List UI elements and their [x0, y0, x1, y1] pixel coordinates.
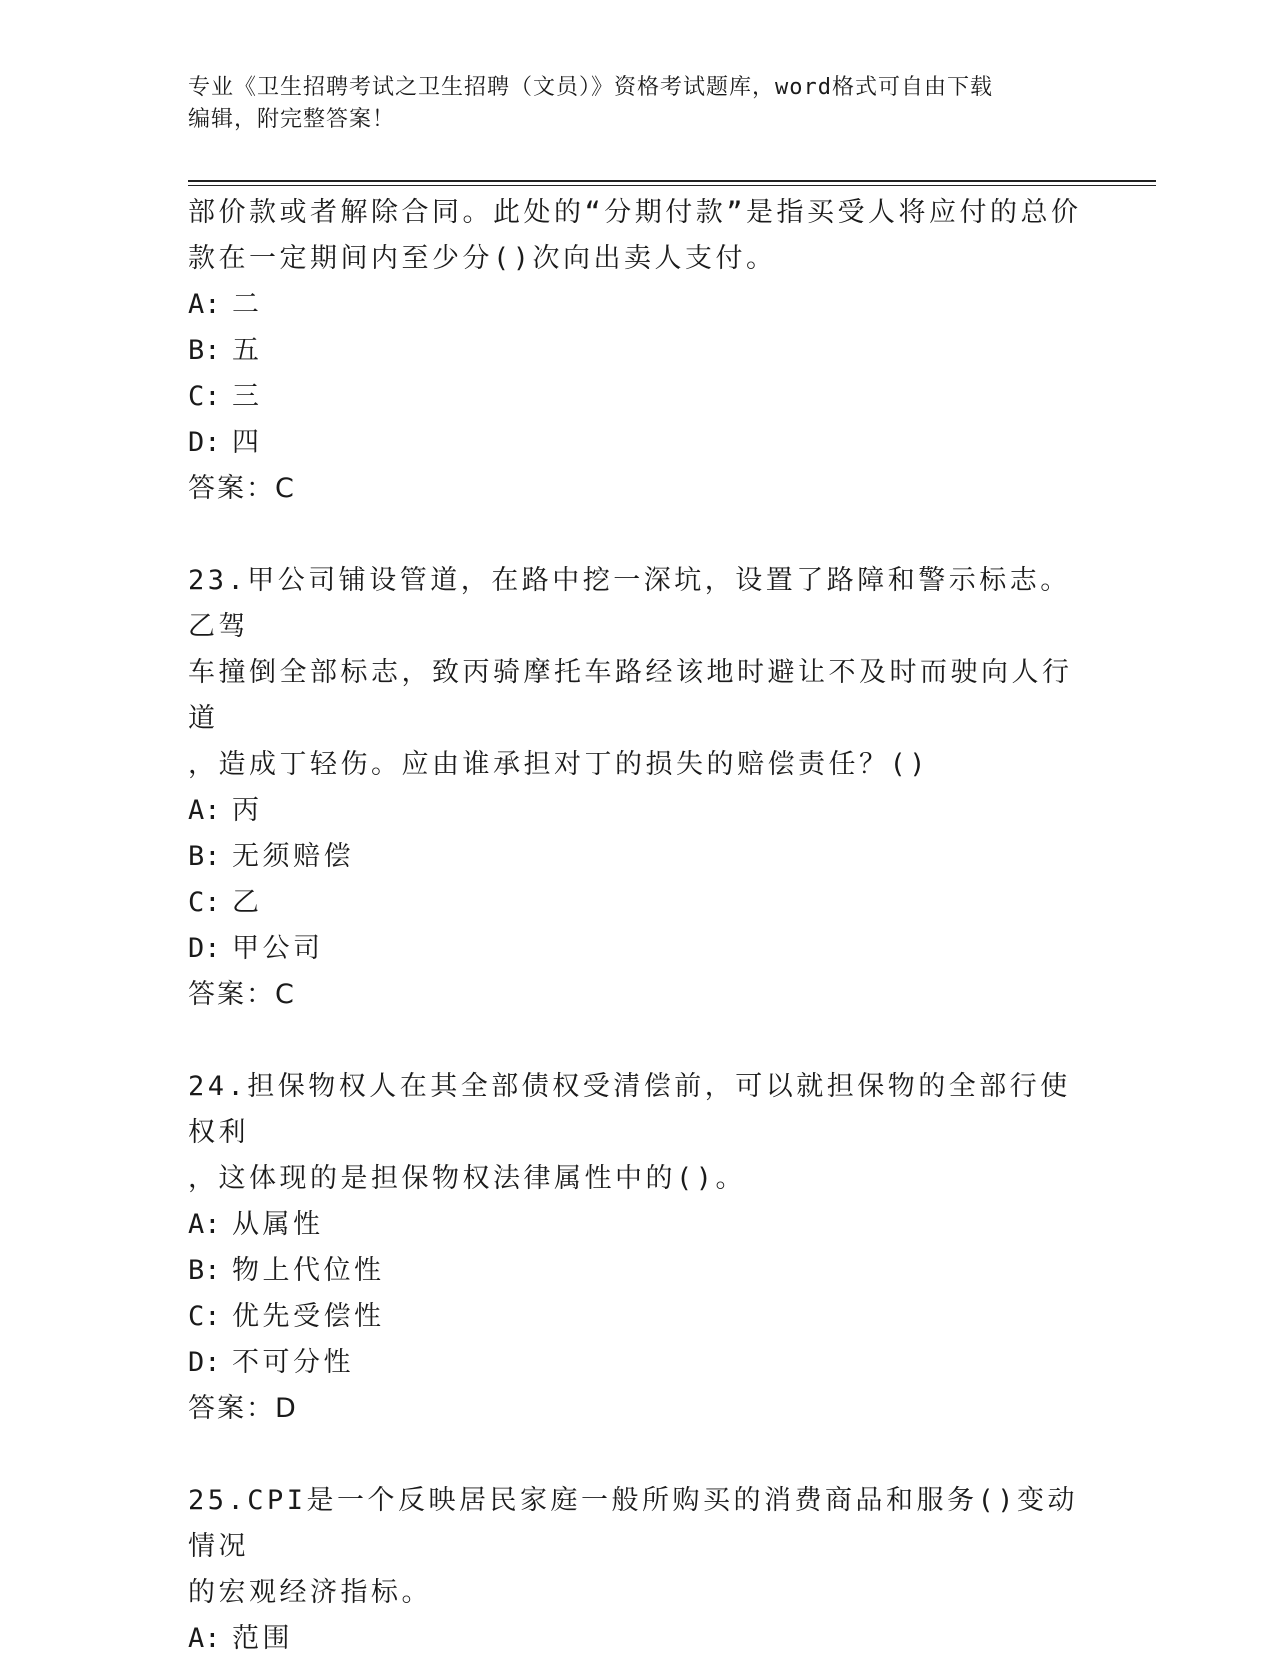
- option-d: [188, 1340, 1088, 1386]
- question-list: [188, 190, 1088, 1662]
- option-letter: A:: [188, 1623, 221, 1654]
- option-text: 二: [232, 289, 263, 320]
- option-c: [188, 374, 1088, 420]
- option-d: [188, 420, 1088, 466]
- option-letter: D:: [188, 1347, 221, 1378]
- page-header: [188, 72, 1068, 136]
- option-letter: C:: [188, 1301, 221, 1332]
- option-letter: A:: [188, 289, 221, 320]
- option-letter: B:: [188, 841, 221, 872]
- option-text: 五: [232, 335, 263, 366]
- question-stem-line: 23.甲公司铺设管道，在路中挖一深坑，设置了路障和警示标志。乙驾: [188, 565, 1071, 642]
- option-text: 从属性: [232, 1209, 324, 1240]
- option-letter: B:: [188, 1255, 221, 1286]
- option-letter: A:: [188, 1209, 221, 1240]
- answer-line: 答案：D: [188, 1393, 298, 1424]
- option-letter: D:: [188, 427, 221, 458]
- option-text: 物上代位性: [232, 1255, 385, 1286]
- option-text: 甲公司: [232, 933, 324, 964]
- option-text: 无须赔偿: [232, 841, 354, 872]
- option-letter: C:: [188, 381, 221, 412]
- option-a: [188, 282, 1088, 328]
- option-a: [188, 788, 1088, 834]
- option-c: [188, 880, 1088, 926]
- question-stem-line: ，这体现的是担保物权法律属性中的()。: [188, 1163, 747, 1194]
- option-text: 优先受偿性: [232, 1301, 385, 1332]
- option-text: 不可分性: [232, 1347, 354, 1378]
- question-25: [188, 1478, 1088, 1662]
- option-letter: A:: [188, 795, 221, 826]
- question-stem-line: 车撞倒全部标志，致丙骑摩托车路经该地时避让不及时而驶向人行道: [188, 657, 1073, 734]
- question-stem-line: 24.担保物权人在其全部债权受清偿前，可以就担保物的全部行使权利: [188, 1071, 1071, 1148]
- answer-line: 答案：C: [188, 979, 296, 1010]
- option-text: 范围: [232, 1623, 293, 1654]
- question-stem-line: 部价款或者解除合同。此处的“分期付款”是指买受人将应付的总价: [188, 197, 1082, 228]
- header-divider-thin: [188, 185, 1156, 186]
- option-b: [188, 834, 1088, 880]
- option-letter: C:: [188, 887, 221, 918]
- option-text: 四: [232, 427, 263, 458]
- option-letter: B:: [188, 335, 221, 366]
- option-b: [188, 328, 1088, 374]
- question-stem-line: 25.CPI是一个反映居民家庭一般所购买的消费商品和服务()变动情况: [188, 1485, 1079, 1562]
- option-a: [188, 1616, 1088, 1662]
- header-line-2: 编辑，附完整答案！: [188, 107, 396, 132]
- header-line-1: 专业《卫生招聘考试之卫生招聘（文员）》资格考试题库，word格式可自由下载: [188, 75, 993, 100]
- question-23: [188, 558, 1088, 1018]
- option-c: [188, 1294, 1088, 1340]
- answer-line: 答案：C: [188, 473, 296, 504]
- option-text: 乙: [232, 887, 263, 918]
- header-divider-thick: [188, 180, 1156, 182]
- option-letter: D:: [188, 933, 221, 964]
- option-text: 丙: [232, 795, 263, 826]
- question-stem-line: ，造成丁轻伤。应由谁承担对丁的损失的赔偿责任？(): [188, 749, 930, 780]
- option-b: [188, 1248, 1088, 1294]
- option-a: [188, 1202, 1088, 1248]
- question-24: [188, 1064, 1088, 1432]
- question-22-continued: [188, 190, 1088, 512]
- option-d: [188, 926, 1088, 972]
- question-stem-line: 款在一定期间内至少分()次向出卖人支付。: [188, 243, 777, 274]
- option-text: 三: [232, 381, 263, 412]
- question-stem-line: 的宏观经济指标。: [188, 1577, 432, 1608]
